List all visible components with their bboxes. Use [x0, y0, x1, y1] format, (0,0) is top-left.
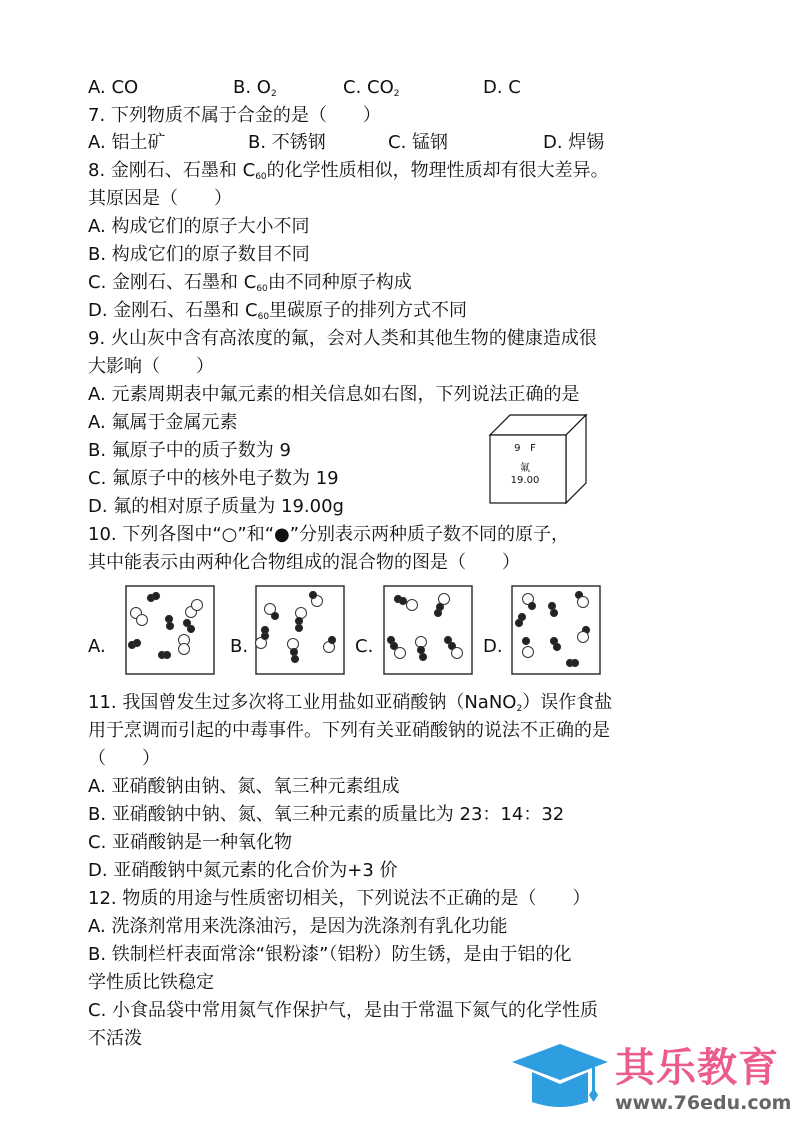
filled-atom — [271, 612, 278, 619]
option-c: C. 锰钢 — [388, 132, 449, 153]
q10-stem-2: 其中能表示由两种化合物组成的混合物的图是（ ） — [88, 552, 520, 573]
option-d: D. 焊锡 — [543, 132, 605, 153]
q8-stem — [88, 159, 609, 189]
q7-options — [88, 131, 604, 155]
filled-atom — [133, 639, 140, 646]
open-atom — [416, 637, 427, 648]
q9-stem-2: 大影响（ ） — [88, 356, 214, 377]
option-d: D. C — [483, 77, 521, 98]
stem-text: 的化学性质相似，物理性质却有很大差异。 — [266, 160, 609, 181]
q12-stem: 12. 物质的用途与性质密切相关，下列说法不正确的是（ ） — [88, 888, 591, 909]
watermark-name: 其乐教育 — [615, 1045, 779, 1091]
option-a: A. CO — [88, 77, 139, 98]
q8-option-a: A. 构成它们的原子大小不同 — [88, 216, 310, 237]
filled-atom — [419, 653, 426, 660]
stem-text: 8. 金刚石、石墨和 C — [88, 160, 256, 181]
filled-atom — [518, 613, 525, 620]
filled-atom — [291, 655, 298, 662]
filled-atom — [522, 637, 529, 644]
filled-atom — [261, 626, 268, 633]
element-symbol: F — [530, 443, 536, 454]
watermark-url: www.76edu.com — [615, 1092, 792, 1114]
diagram-label-c: C. — [355, 636, 374, 657]
stem-text: 11. 我国曾发生过多次将工业用盐如亚硝酸钠（NaNO — [88, 692, 517, 713]
open-atom — [407, 600, 418, 611]
filled-atom — [163, 651, 170, 658]
q9-option-a: A. 氟属于金属元素 — [88, 412, 238, 433]
filled-atom — [309, 591, 316, 598]
q12-option-c-cont: 不活泼 — [88, 1028, 142, 1049]
filled-atom — [290, 648, 297, 655]
open-atom — [439, 594, 450, 605]
filled-atom — [548, 602, 555, 609]
option-text: B. O — [233, 77, 271, 98]
option-text: 里碳原子的排列方式不同 — [269, 300, 468, 321]
subscript: 2 — [270, 89, 277, 99]
q7-stem: 7. 下列物质不属于合金的是（ ） — [88, 105, 381, 126]
q12-option-a: A. 洗涤剂常用来洗涤油污，是因为洗涤剂有乳化功能 — [88, 916, 508, 937]
q11-option-d: D. 亚硝酸钠中氮元素的化合价为+3 价 — [88, 860, 398, 881]
q8-stem-2: 其原因是（ ） — [88, 188, 232, 209]
option-a: A. 铝土矿 — [88, 132, 166, 153]
q9-intro: A. 元素周期表中氟元素的相关信息如右图，下列说法正确的是 — [88, 384, 580, 405]
q9-option-c: C. 氟原子中的核外电子数为 19 — [88, 468, 339, 489]
diagram-label-b: B. — [230, 636, 249, 657]
filled-atom — [528, 602, 535, 609]
open-atom — [192, 600, 203, 611]
q11-stem-3: （ ） — [88, 748, 160, 769]
molecule-diagram-a — [125, 585, 215, 675]
open-atom — [296, 608, 307, 619]
subscript: 2 — [393, 89, 400, 99]
filled-atom — [571, 659, 578, 666]
filled-atom — [553, 643, 560, 650]
filled-atom — [328, 636, 335, 643]
subscript: 60 — [255, 172, 267, 182]
option-text: C. 金刚石、石墨和 C — [88, 272, 257, 293]
option-c — [343, 76, 483, 106]
subscript: 60 — [256, 284, 268, 294]
option-b: B. 不锈钢 — [248, 132, 326, 153]
filled-atom — [152, 592, 159, 599]
open-atom — [578, 632, 589, 643]
option-text: C. CO — [343, 77, 394, 98]
q12-option-b: B. 铁制栏杆表面常涂“银粉漆”（铝粉）防生锈，是由于铝的化 — [88, 944, 572, 965]
element-name: 氟 — [520, 463, 530, 474]
q10-stem: 10. 下列各图中“○”和“●”分别表示两种质子数不同的原子， — [88, 524, 570, 545]
q6-options — [88, 76, 521, 106]
option-text: 由不同种原子构成 — [267, 272, 412, 293]
graduation-cap-icon — [510, 1040, 610, 1112]
open-atom — [395, 648, 406, 659]
filled-atom — [417, 646, 424, 653]
q8-option-d — [88, 299, 467, 329]
diagram-label-d: D. — [483, 636, 503, 657]
diagram-label-a: A. — [88, 636, 106, 657]
q9-stem: 9. 火山灰中含有高浓度的氟，会对人类和其他生物的健康造成很 — [88, 328, 597, 349]
q9-option-b: B. 氟原子中的质子数为 9 — [88, 440, 291, 461]
filled-atom — [399, 597, 406, 604]
q11-stem-2: 用于烹调而引起的中毒事件。下列有关亚硝酸钠的说法不正确的是 — [88, 720, 610, 741]
filled-atom — [295, 624, 302, 631]
q11-option-b: B. 亚硝酸钠中钠、氮、氧三种元素的质量比为 23：14：32 — [88, 804, 565, 825]
open-atom — [578, 597, 589, 608]
filled-atom — [550, 609, 557, 616]
filled-atom — [165, 615, 172, 622]
open-atom — [523, 647, 534, 658]
q12-option-b-cont: 学性质比铁稳定 — [88, 972, 214, 993]
open-atom — [179, 644, 190, 655]
option-b — [233, 76, 343, 106]
q11-stem — [88, 691, 612, 721]
open-atom — [288, 639, 299, 650]
open-atom — [137, 615, 148, 626]
filled-atom — [187, 625, 194, 632]
molecule-diagram-d — [511, 585, 601, 675]
subscript: 60 — [257, 312, 270, 322]
q9-option-d: D. 氟的相对原子质量为 19.00g — [88, 496, 344, 517]
subscript: 2 — [516, 704, 523, 714]
element-mass: 19.00 — [510, 475, 540, 486]
q8-option-b: B. 构成它们的原子数目不同 — [88, 244, 310, 265]
filled-atom — [434, 609, 441, 616]
filled-atom — [166, 622, 173, 629]
open-atom — [452, 648, 463, 659]
filled-atom — [295, 617, 302, 624]
q11-option-a: A. 亚硝酸钠由钠、氮、氧三种元素组成 — [88, 776, 400, 797]
atomic-number: 9 — [514, 443, 521, 454]
element-number-symbol — [490, 443, 560, 454]
stem-text: ）误作食盐 — [522, 692, 613, 713]
molecule-diagram-c — [383, 585, 473, 675]
q11-option-c: C. 亚硝酸钠是一种氧化物 — [88, 832, 293, 853]
q8-option-c — [88, 271, 412, 301]
molecule-diagram-b — [255, 585, 345, 675]
option-text: D. 金刚石、石墨和 C — [88, 300, 258, 321]
q12-option-c: C. 小食品袋中常用氮气作保护气，是由于常温下氮气的化学性质 — [88, 1000, 599, 1021]
